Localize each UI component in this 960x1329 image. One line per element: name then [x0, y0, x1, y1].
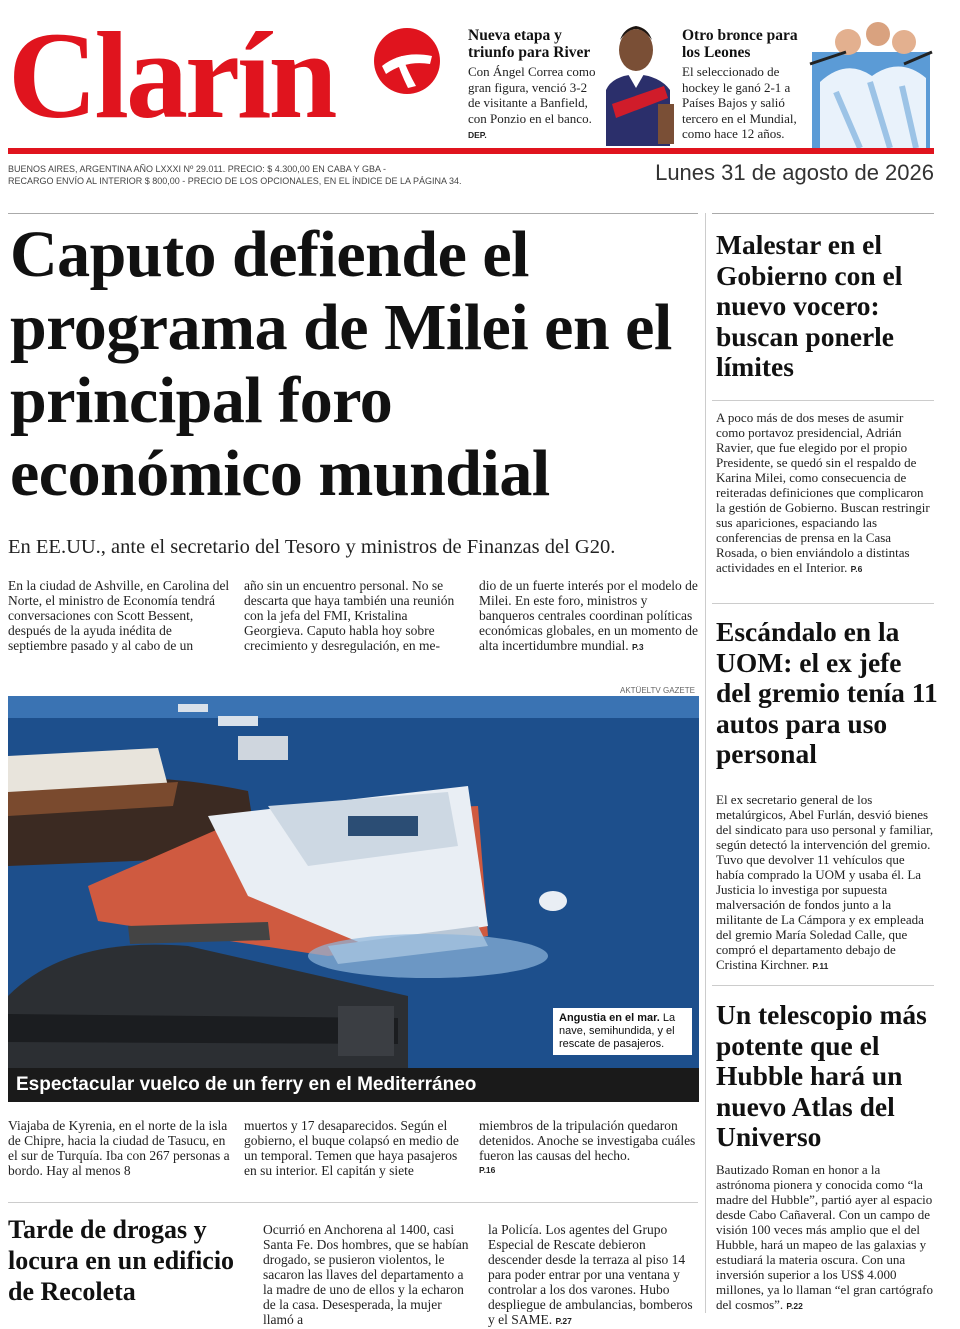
promo-leones-body: El seleccionado de hockey le ganó 2-1 a Países Bajos y salió tercero en el Mundial, como hace 12 años. [682, 64, 806, 159]
promo-river-title[interactable]: Nueva etapa y triunfo para River [468, 27, 591, 61]
promo-leones-title[interactable]: Otro bronce para los Leones [682, 27, 798, 61]
rule-bottom [8, 1202, 698, 1203]
lead-headline[interactable]: Caputo defiende el programa de Milei en el principal foro económico mundial [10, 218, 672, 510]
ferry-page-ref: P.16 [479, 1165, 496, 1175]
photo-credit: AKTÜELTV GAZETE [620, 686, 695, 695]
side-story-2-page: P.11 [812, 961, 829, 971]
rule-lead-top [8, 213, 698, 214]
lead-col-2: año sin un encuentro personal. No se descarta que haya también una reunión con la jefa del FMI, Kristalina Georgieva. Caputo habla hoy sobre crecimiento y desregulación, en me- [244, 578, 455, 653]
side-story-2-body: El ex secretario general de los metalúrgicos, Abel Furlán, desvió bienes del sindicato para uso personal y familiar, según detectó la intervención del gremio. Tuvo que devolver 11 vehículos que había comprado la UOM y usaba él. La Justicia lo investiga por supuesta malversación de fondos junto a la militante de La Cámpora y ex empleada del gremio María Soledad Calle, que compró el departamento debajo de Cristina Kirchner. P.11 [716, 792, 934, 972]
promo-river-body: Con Ángel Correa como gran figura, venció 3-2 de visitante a Banfield, con Ponzio en el banco. DEP. [468, 64, 596, 140]
photo-headline[interactable]: Espectacular vuelco de un ferry en el Mediterráneo [8, 1068, 699, 1102]
bottom-headline[interactable]: Tarde de drogas y locura en un edificio de Recoleta [8, 1215, 235, 1306]
lead-col-3: dio de un fuerte interés por el modelo de Milei. En este foro, ministros y banqueros centrales coordinan políticas económicas globales, en un momento de alta incertidumbre mundial. P.3 [479, 578, 698, 653]
column-divider [705, 213, 706, 1313]
side-story-1-title[interactable]: Malestar en el Gobierno con el nuevo vocero: buscan ponerle límites [716, 229, 903, 382]
issue-date: Lunes 31 de agosto de 2026 [655, 160, 934, 185]
bottom-col-1: Ocurrió en Anchorena al 1400, casi Santa Fe. Dos hombres, que se habían drogado, se pusieron violentos, le sacaron las llaves del departamento a la madre de uno de ellos y la echaron de la casa. Desesperada, la mujer llamó a [263, 1222, 469, 1327]
rule-side-3 [712, 985, 934, 986]
clarin-logo-mark-icon [372, 26, 442, 96]
ferry-col-1: Viajaba de Kyrenia, en el norte de la isla de Chipre, hacia la ciudad de Tasucu, en el sur de Turquía. Iba con 267 personas a bordo. Hay al menos 8 [8, 1118, 230, 1178]
lead-col-1: En la ciudad de Ashville, en Carolina del Norte, el ministro de Economía tendrá conversaciones con Scott Bessent, después de la ayuda inédita de septiembre pasado y al cabo de un [8, 578, 230, 653]
side-story-1-page: P.6 [850, 564, 863, 574]
side-story-3-page: P.22 [786, 1301, 803, 1311]
masthead-red-rule [8, 148, 934, 154]
rule-side-2 [712, 603, 934, 604]
masthead-logo[interactable]: Clarín [8, 7, 335, 144]
bottom-col-2: la Policía. Los agentes del Grupo Especial de Rescate debieron descender desde la terraza al piso 14 para poder entrar por una ventana y controlar a los dos varones. Hubo despliegue de ambulancias, bomberos y el SAME. P.27 [488, 1222, 693, 1327]
lead-page-ref: P.3 [631, 642, 644, 652]
bottom-page-ref: P.27 [555, 1316, 572, 1326]
photo-caption: Angustia en el mar. La nave, semihundida, y el rescate de pasajeros. [553, 1008, 692, 1055]
rule-side-top [712, 213, 934, 214]
lead-deck: En EE.UU., ante el secretario del Tesoro y ministros de Finanzas del G20. [8, 536, 616, 558]
promo-river-tag: DEP. [468, 130, 487, 140]
player-photo [598, 14, 676, 146]
ferry-col-3: miembros de la tripulación quedaron detenidos. Anoche se investigaba cuáles fueron las causas del hecho. P.16 [479, 1118, 699, 1178]
hockey-photo [806, 12, 936, 148]
side-story-3-body: Bautizado Roman en honor a la astrónoma pionera y conocida como “la madre del Hubble”, partió ayer al espacio desde Cabo Cañaveral. Con un campo de visión 100 veces más amplio que el del Hubble, hará un mapeo de las galaxias y estudiará la materia oscura. Con una inversión superior a los US$ 4.000 millones, ya lo llaman “el gran cartógrafo del cosmos”. P.22 [716, 1162, 933, 1312]
side-story-1-body: A poco más de dos meses de asumir como portavoz presidencial, Adrián Ravier, que fue elegido por el propio Presidente, se quedó sin el respaldo de Karina Milei, como consecuencia de reiteradas definiciones que complicaron la gestión de Gobierno. Buscan restringir sus apariciones, espaciando las conferencias de prensa en la Casa Rosada, o bien enviándolo a distintas actividades en el Interior. P.6 [716, 410, 930, 575]
side-story-2-title[interactable]: Escándalo en la UOM: el ex jefe del gremio tenía 11 autos para uso personal [716, 616, 938, 769]
rule-side-1 [712, 400, 934, 401]
side-story-3-title[interactable]: Un telescopio más potente que el Hubble hará un nuevo Atlas del Universo [716, 999, 927, 1152]
ferry-col-2: muertos y 17 desaparecidos. Según el gobierno, el buque colapsó en medio de un temporal. Temen que haya pasajeros en su interior. El capitán y siete [244, 1118, 459, 1178]
masthead-info: BUENOS AIRES, ARGENTINA AÑO LXXXI Nº 29.011. PRECIO: $ 4.300,00 EN CABA Y GBA - RECARGO ENVÍO AL INTERIOR $ 800,00 - PRECIO DE LOS OPCIONALES, EN EL ÍNDICE DE LA PÁGINA 34. [8, 164, 462, 186]
